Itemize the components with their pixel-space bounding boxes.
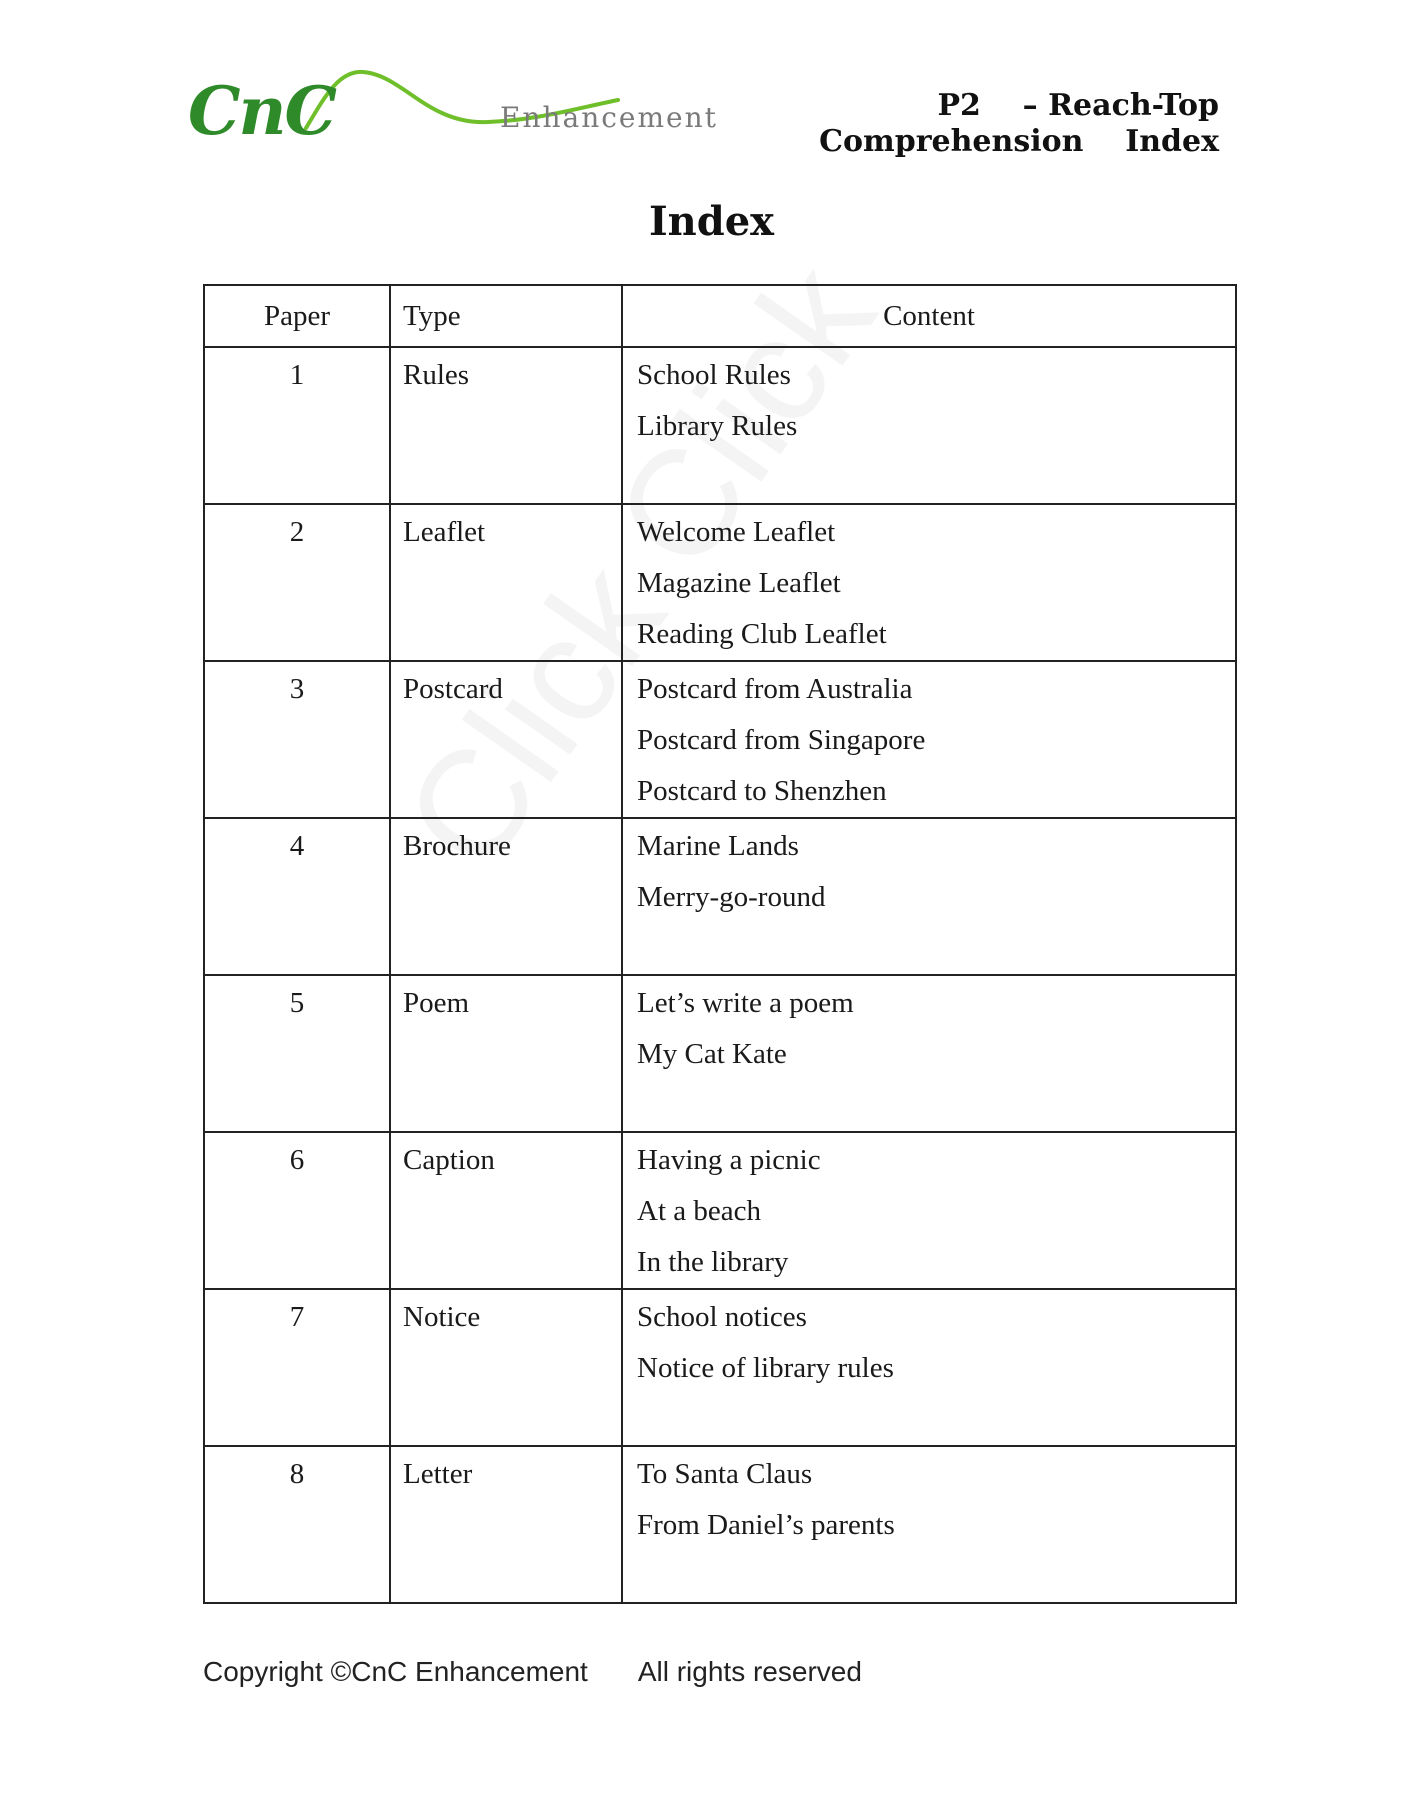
table-row [204,818,1236,975]
content-cell [622,1289,1236,1446]
paper-number: 6 [289,1144,305,1176]
paper-type: Rules [403,359,470,391]
paper-type: Caption [403,1144,495,1176]
content-list [637,505,1235,660]
paper-type: Postcard [403,673,503,705]
content-cell [622,1132,1236,1289]
paper-type: Brochure [403,830,511,862]
type-cell [390,1289,622,1446]
content-list [637,819,1235,923]
paper-type: Poem [403,987,470,1019]
content-item: Notice of library rules [637,1352,894,1384]
content-item: Reading Club Leaflet [637,618,887,650]
logo-subtitle: Enhancement [500,101,718,134]
header-paper: Paper [204,285,390,347]
content-item: Magazine Leaflet [637,567,841,599]
header-level: P2 – Reach-Top [937,88,1219,123]
paper-number-cell [204,661,390,818]
cnc-logo [188,60,718,170]
content-item: From Daniel’s parents [637,1509,895,1541]
content-cell [622,818,1236,975]
paper-number: 5 [289,987,305,1019]
paper-type: Leaflet [403,516,486,548]
content-item: Library Rules [637,410,798,442]
type-cell [390,1446,622,1603]
type-cell [390,347,622,504]
paper-number: 2 [289,516,305,548]
type-cell [390,975,622,1132]
content-item: My Cat Kate [637,1038,787,1070]
table-row [204,347,1236,504]
type-cell [390,818,622,975]
content-item: School notices [637,1301,807,1333]
content-item: Merry-go-round [637,881,826,913]
paper-number-cell [204,1132,390,1289]
header-content: Content [622,285,1236,347]
content-item: Welcome Leaflet [637,516,836,548]
table-header-row [204,285,1236,347]
paper-number: 7 [289,1301,305,1333]
table-row [204,1132,1236,1289]
content-cell [622,975,1236,1132]
paper-number-cell [204,1289,390,1446]
paper-number-cell [204,1446,390,1603]
header-type: Type [390,285,622,347]
content-cell [622,661,1236,818]
content-cell [622,347,1236,504]
content-item: Having a picnic [637,1144,821,1176]
paper-number-cell [204,504,390,661]
paper-number: 8 [289,1458,305,1490]
content-item: In the library [637,1246,789,1278]
content-cell [622,504,1236,661]
content-list [637,662,1235,817]
header-section: Comprehension Index [819,124,1219,159]
paper-number-cell [204,347,390,504]
content-list [637,1133,1235,1288]
paper-type: Notice [403,1301,481,1333]
index-table [203,284,1237,1604]
content-item: To Santa Claus [637,1458,813,1490]
paper-number: 3 [289,673,305,705]
content-item: Postcard from Singapore [637,724,926,756]
table-row [204,504,1236,661]
table-body [204,347,1236,1603]
content-item: Let’s write a poem [637,987,854,1019]
table-row [204,661,1236,818]
paper-number-cell [204,975,390,1132]
content-item: At a beach [637,1195,761,1227]
paper-number: 1 [289,359,305,391]
paper-number: 4 [289,830,305,862]
table-row [204,1289,1236,1446]
footer [203,1656,862,1688]
content-cell [622,1446,1236,1603]
content-list [637,976,1235,1080]
content-item: School Rules [637,359,791,391]
footer-rights: All rights reserved [637,1656,862,1687]
type-cell [390,661,622,818]
paper-type: Letter [403,1458,473,1490]
content-item: Postcard to Shenzhen [637,775,887,807]
type-cell [390,504,622,661]
type-cell [390,1132,622,1289]
paper-number-cell [204,818,390,975]
page-title: Index [648,198,775,245]
header-info [819,88,1219,160]
logo-brand: CnC [188,72,336,150]
content-list [637,348,1235,452]
content-list [637,1290,1235,1394]
content-item: Postcard from Australia [637,673,913,705]
table-row [204,975,1236,1132]
footer-copyright: Copyright ©CnC Enhancement [203,1656,588,1687]
table-row [204,1446,1236,1603]
content-list [637,1447,1235,1551]
content-item: Marine Lands [637,830,799,862]
